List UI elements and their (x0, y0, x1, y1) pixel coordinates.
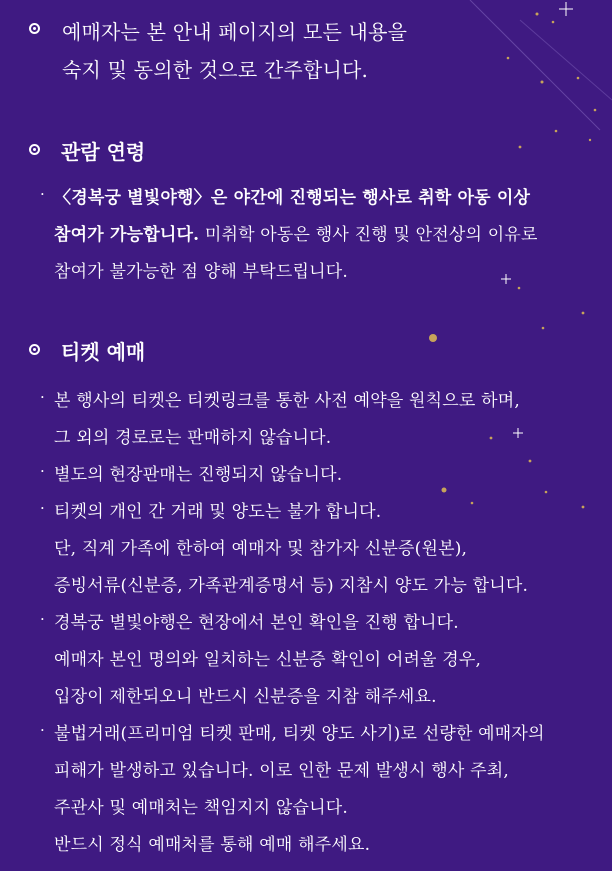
age-item-line-3: 참여가 불가능한 점 양해 부탁드립니다. (54, 262, 348, 282)
ticket-item-5-line-2: 피해가 발생하고 있습니다. 이로 인한 문제 발생시 행사 주최, (54, 761, 509, 781)
ticket-item-3-line-1: 티켓의 개인 간 거래 및 양도는 불가 합니다. (54, 502, 382, 522)
ticket-item-5-line-3: 주관사 및 예매처는 책임지지 않습니다. (54, 798, 348, 818)
ticket-item-3-line-2: 단, 직계 가족에 한하여 예매자 및 참가자 신분증(원본), (54, 539, 468, 559)
age-item-line-1: 〈경복궁 별빛야행〉은 야간에 진행되는 행사로 취학 아동 이상 (54, 188, 531, 208)
age-item-emphasis: 참여가 가능합니다. (54, 225, 200, 245)
age-heading-icon (29, 144, 40, 155)
ticket-item-bullet: · (40, 610, 45, 628)
ticket-item-bullet: · (40, 499, 45, 517)
ticket-item-5-line-1: 불법거래(프리미엄 티켓 판매, 티켓 양도 사기)로 선량한 예매자의 (54, 724, 545, 744)
ticket-heading-icon (29, 344, 40, 355)
ticket-item-bullet: · (40, 721, 45, 739)
ticket-item-1-line-2: 그 외의 경로로는 판매하지 않습니다. (54, 428, 332, 448)
ticket-item-4-line-1: 경복궁 별빛야행은 현장에서 본인 확인을 진행 합니다. (54, 613, 459, 633)
intro-line-2: 숙지 및 동의한 것으로 간주합니다. (62, 58, 369, 82)
age-item-bullet: · (40, 185, 45, 203)
ticket-item-5-line-4: 반드시 정식 예매처를 통해 예매 해주세요. (54, 835, 371, 855)
ticket-item-bullet: · (40, 462, 45, 480)
ticket-item-2-line-1: 별도의 현장판매는 진행되지 않습니다. (54, 465, 343, 485)
age-section-title: 관람 연령 (61, 140, 146, 164)
intro-bullet-icon (29, 23, 40, 34)
age-item-text: 미취학 아동은 행사 진행 및 안전상의 이유로 (199, 225, 538, 245)
intro-line-1: 예매자는 본 안내 페이지의 모든 내용을 (62, 20, 408, 44)
ticket-item-bullet: · (40, 388, 45, 406)
ticket-item-1-line-1: 본 행사의 티켓은 티켓링크를 통한 사전 예약을 원칙으로 하며, (54, 391, 520, 411)
ticket-item-3-line-3: 증빙서류(신분증, 가족관계증명서 등) 지참시 양도 가능 합니다. (54, 576, 529, 596)
ticket-item-4-line-2: 예매자 본인 명의와 일치하는 신분증 확인이 어려울 경우, (54, 650, 482, 670)
ticket-section-title: 티켓 예매 (61, 340, 146, 364)
ticket-item-4-line-3: 입장이 제한되오니 반드시 신분증을 지참 해주세요. (54, 687, 437, 707)
age-item-line-2 (54, 220, 612, 245)
